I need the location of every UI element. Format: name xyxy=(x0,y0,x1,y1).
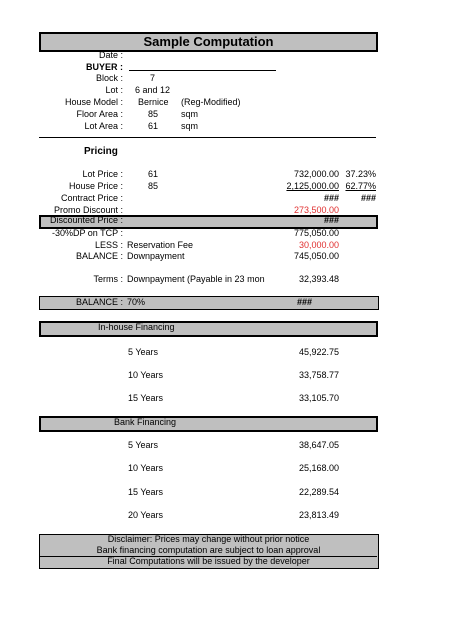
balance70-amount: ### xyxy=(297,297,313,307)
lot-price-pct: 37.23% xyxy=(345,169,376,179)
discounted-price-label: Discounted Price : xyxy=(49,215,123,225)
divider xyxy=(39,137,376,138)
disclaimer-line2: Bank financing computation are subject to loan approval xyxy=(96,545,321,555)
promo-discount-label: Promo Discount : xyxy=(53,205,123,215)
dp-label: -30%DP on TCP : xyxy=(51,228,123,238)
inhouse-amount-15: 33,105.70 xyxy=(298,393,339,403)
buyer-line xyxy=(129,70,276,71)
balance70-desc: 70% xyxy=(127,297,146,307)
contract-price-label: Contract Price : xyxy=(60,193,123,203)
balance-label: BALANCE : xyxy=(75,251,123,261)
bank-amount-10: 25,168.00 xyxy=(298,463,339,473)
date-label: Date : xyxy=(98,50,123,60)
house-price-qty: 85 xyxy=(148,181,159,191)
house-price-label: House Price : xyxy=(68,181,123,191)
lot-area-label: Lot Area : xyxy=(84,121,123,131)
page-title: Sample Computation xyxy=(143,34,274,49)
inhouse-amount-10: 33,758.77 xyxy=(298,370,339,380)
floor-area-label: Floor Area : xyxy=(76,109,123,119)
inhouse-amount-5: 45,922.75 xyxy=(298,347,339,357)
house-price-amount: 2,125,000.00 xyxy=(286,181,339,191)
bank-term-15: 15 Years xyxy=(128,487,164,497)
title-bar xyxy=(39,32,378,52)
terms-desc: Downpayment (Payable in 23 mon xyxy=(127,274,265,284)
terms-label: Terms : xyxy=(93,274,123,284)
bank-amount-15: 22,289.54 xyxy=(298,487,339,497)
house-price-pct: 62.77% xyxy=(345,181,376,191)
lot-price-qty: 61 xyxy=(148,169,159,179)
contract-price-pct: ### xyxy=(360,193,376,203)
inhouse-heading-row xyxy=(39,321,378,337)
lot-price-amount: 732,000.00 xyxy=(293,169,339,179)
floor-area-unit: sqm xyxy=(181,109,199,119)
dp-amount: 775,050.00 xyxy=(293,228,339,238)
less-amount: 30,000.00 xyxy=(298,240,339,250)
less-desc: Reservation Fee xyxy=(127,240,194,250)
promo-discount-amount: 273,500.00 xyxy=(293,205,339,215)
house-model-label: House Model : xyxy=(64,97,123,107)
house-model-value: Bernice xyxy=(138,97,169,107)
bank-amount-20: 23,813.49 xyxy=(298,510,339,520)
inhouse-term-10: 10 Years xyxy=(128,370,164,380)
balance70-label: BALANCE : xyxy=(75,297,123,307)
block-label: Block : xyxy=(95,73,123,83)
balance-amount: 745,050.00 xyxy=(293,251,339,261)
bank-term-10: 10 Years xyxy=(128,463,164,473)
lot-label: Lot : xyxy=(105,85,123,95)
bank-term-20: 20 Years xyxy=(128,510,164,520)
balance-desc: Downpayment xyxy=(127,251,185,261)
inhouse-term-5: 5 Years xyxy=(128,347,159,357)
contract-price-amount: ### xyxy=(323,193,339,203)
bank-term-5: 5 Years xyxy=(128,440,159,450)
house-model-note: (Reg-Modified) xyxy=(181,97,241,107)
lot-area-unit: sqm xyxy=(181,121,199,131)
lot-value: 6 and 12 xyxy=(135,85,171,95)
lot-price-label: Lot Price : xyxy=(82,169,123,179)
lot-area-value: 61 xyxy=(148,121,159,131)
bank-heading: Bank Financing xyxy=(114,417,177,427)
bank-heading-row xyxy=(39,416,378,432)
discounted-price-amount: ### xyxy=(323,215,339,225)
disclaimer-line1: Disclaimer: Prices may change without prior notice xyxy=(107,534,310,544)
bank-amount-5: 38,647.05 xyxy=(298,440,339,450)
terms-amount: 32,393.48 xyxy=(298,274,339,284)
block-value: 7 xyxy=(150,73,156,83)
disclaimer-line3: Final Computations will be issued by the developer xyxy=(107,556,310,566)
inhouse-heading: In-house Financing xyxy=(98,322,175,332)
pricing-heading: Pricing xyxy=(84,146,118,157)
buyer-label: BUYER : xyxy=(85,62,123,72)
less-label: LESS : xyxy=(94,240,123,250)
inhouse-term-15: 15 Years xyxy=(128,393,164,403)
floor-area-value: 85 xyxy=(148,109,159,119)
